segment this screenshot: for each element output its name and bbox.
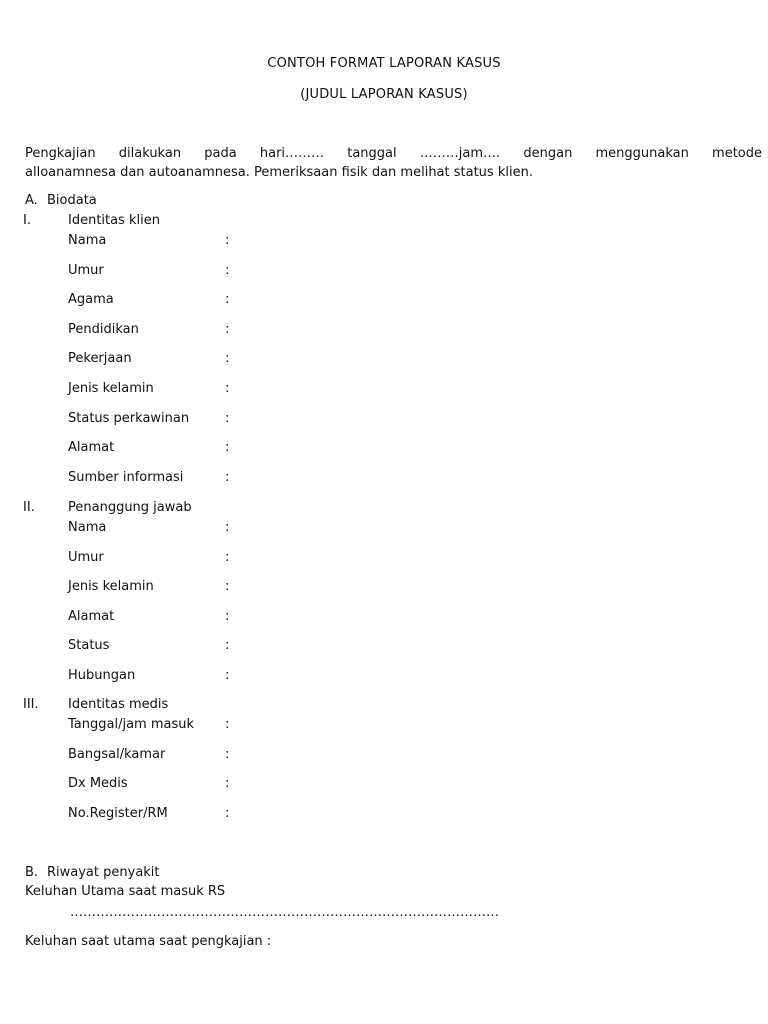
field-colon: :: [225, 322, 230, 337]
field-colon: :: [225, 776, 230, 791]
field-label: Jenis kelamin: [68, 579, 154, 594]
keluhan-utama-dots: ………………………………………………………………………………………: [70, 905, 499, 920]
field-label: Alamat: [68, 609, 115, 624]
group-numeral: I.: [23, 213, 31, 228]
intro-paragraph: [25, 144, 762, 182]
field-label: No.Register/RM: [68, 806, 168, 821]
field-colon: :: [225, 638, 230, 653]
group-label: Identitas klien: [68, 213, 160, 228]
field-label: Pekerjaan: [68, 351, 132, 366]
field-colon: :: [225, 520, 230, 535]
section-a-title: Biodata: [47, 193, 97, 208]
field-label: Pendidikan: [68, 322, 139, 337]
keluhan-utama-label: Keluhan Utama saat masuk RS: [25, 884, 226, 899]
document-title: CONTOH FORMAT LAPORAN KASUS: [267, 56, 501, 71]
intro-line-1: Pengkajian dilakukan pada hari……… tanggal ………jam…. dengan menggunakan metode: [25, 146, 762, 161]
field-label: Nama: [68, 233, 107, 248]
field-label: Status: [68, 638, 110, 653]
field-colon: :: [225, 470, 230, 485]
field-colon: :: [225, 381, 230, 396]
field-colon: :: [225, 717, 230, 732]
group-label: Penanggung jawab: [68, 500, 192, 515]
field-label: Sumber informasi: [68, 470, 184, 485]
field-label: Status perkawinan: [68, 411, 190, 426]
field-colon: :: [225, 668, 230, 683]
field-label: Nama: [68, 520, 107, 535]
field-label: Jenis kelamin: [68, 381, 154, 396]
field-label: Umur: [68, 263, 104, 278]
section-b-letter: B.: [25, 865, 39, 880]
field-label: Bangsal/kamar: [68, 747, 166, 762]
field-colon: :: [225, 411, 230, 426]
field-label: Agama: [68, 292, 114, 307]
intro-line-2: alloanamnesa dan autoanamnesa. Pemeriksaan fisik dan melihat status klien.: [25, 165, 533, 180]
document-subtitle: (JUDUL LAPORAN KASUS): [300, 87, 468, 102]
field-label: Dx Medis: [68, 776, 128, 791]
section-a-heading: [25, 193, 97, 208]
group-numeral: II.: [23, 500, 35, 515]
field-colon: :: [225, 579, 230, 594]
field-label: Umur: [68, 550, 104, 565]
field-colon: :: [225, 233, 230, 248]
field-colon: :: [225, 351, 230, 366]
field-colon: :: [225, 292, 230, 307]
field-colon: :: [225, 440, 230, 455]
field-colon: :: [225, 609, 230, 624]
field-colon: :: [225, 550, 230, 565]
group-label: Identitas medis: [68, 697, 169, 712]
field-label: Hubungan: [68, 668, 136, 683]
section-b-heading: [25, 865, 160, 880]
field-label: Alamat: [68, 440, 115, 455]
keluhan-pengkajian-label: Keluhan saat utama saat pengkajian :: [25, 934, 272, 949]
field-colon: :: [225, 806, 230, 821]
field-label: Tanggal/jam masuk: [68, 717, 195, 732]
group-numeral: III.: [23, 697, 39, 712]
field-colon: :: [225, 747, 230, 762]
section-b-title: Riwayat penyakit: [47, 865, 160, 880]
section-a-letter: A.: [25, 193, 38, 208]
field-colon: :: [225, 263, 230, 278]
